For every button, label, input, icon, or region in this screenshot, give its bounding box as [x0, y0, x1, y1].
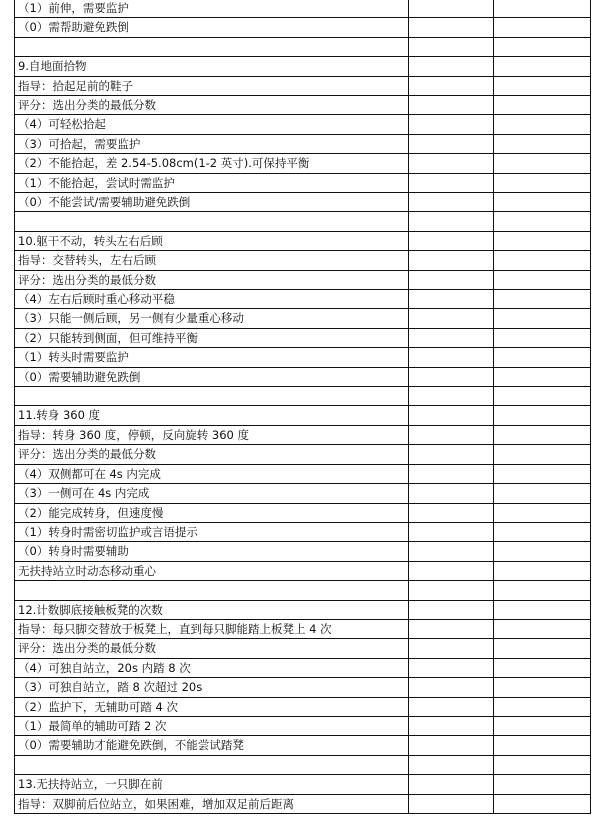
item-text-cell: （0）需要辅助才能避免跌倒，不能尝试踏凳 [15, 736, 409, 755]
score-cell-1[interactable] [409, 542, 494, 561]
item-text-cell: （1）转身时需密切监护或言语提示 [15, 522, 409, 541]
item-text-cell: 指导：转身 360 度，停顿，反向旋转 360 度 [15, 425, 409, 444]
score-cell-1[interactable] [409, 115, 494, 134]
score-cell-1[interactable] [409, 76, 494, 95]
score-cell-1[interactable] [409, 212, 494, 231]
table-row [15, 96, 591, 115]
item-text-cell: （1）不能拾起，尝试时需监护 [15, 173, 409, 192]
table-row [15, 678, 591, 697]
table-row [15, 367, 591, 386]
score-cell-1[interactable] [409, 775, 494, 794]
score-cell-2[interactable] [494, 231, 591, 250]
score-cell-1[interactable] [409, 678, 494, 697]
table-row [15, 542, 591, 561]
score-cell-1[interactable] [409, 387, 494, 406]
score-cell-2[interactable] [494, 445, 591, 464]
item-text-cell: （3）可独自站立，踏 8 次超过 20s [15, 678, 409, 697]
score-cell-1[interactable] [409, 522, 494, 541]
item-text-cell: 13.无扶持站立，一只脚在前 [15, 775, 409, 794]
score-cell-1[interactable] [409, 658, 494, 677]
score-cell-2[interactable] [494, 251, 591, 270]
item-text-cell [15, 755, 409, 774]
score-cell-1[interactable] [409, 755, 494, 774]
table-row [15, 270, 591, 289]
table-row [15, 425, 591, 444]
item-text-cell [15, 37, 409, 56]
item-text-cell: （1）最简单的辅助可踏 2 次 [15, 716, 409, 735]
score-cell-1[interactable] [409, 173, 494, 192]
table-row [15, 775, 591, 794]
score-cell-2[interactable] [494, 503, 591, 522]
score-cell-2[interactable] [494, 639, 591, 658]
item-text-cell: （2）不能拾起，差 2.54-5.08cm(1-2 英寸).可保持平衡 [15, 154, 409, 173]
score-cell-1[interactable] [409, 193, 494, 212]
score-cell-1[interactable] [409, 600, 494, 619]
score-cell-1[interactable] [409, 794, 494, 813]
score-cell-1[interactable] [409, 328, 494, 347]
item-text-cell: 11.转身 360 度 [15, 406, 409, 425]
item-text-cell: 评分：选出分类的最低分数 [15, 96, 409, 115]
score-cell-1[interactable] [409, 581, 494, 600]
score-cell-2[interactable] [494, 522, 591, 541]
item-text-cell: 10.躯干不动，转头左右后顾 [15, 231, 409, 250]
table-row [15, 348, 591, 367]
score-cell-1[interactable] [409, 0, 494, 18]
score-cell-2[interactable] [494, 0, 591, 18]
score-cell-2[interactable] [494, 96, 591, 115]
table-row [15, 406, 591, 425]
table-row [15, 212, 591, 231]
score-cell-2[interactable] [494, 115, 591, 134]
score-cell-2[interactable] [494, 367, 591, 386]
score-cell-1[interactable] [409, 697, 494, 716]
item-text-cell [15, 581, 409, 600]
score-cell-2[interactable] [494, 18, 591, 37]
score-cell-2[interactable] [494, 794, 591, 813]
table-row [15, 445, 591, 464]
score-cell-2[interactable] [494, 76, 591, 95]
score-cell-2[interactable] [494, 270, 591, 289]
item-text-cell: （1）转头时需要监护 [15, 348, 409, 367]
table-row [15, 309, 591, 328]
item-text-cell: 指导：拾起足前的鞋子 [15, 76, 409, 95]
score-cell-1[interactable] [409, 484, 494, 503]
score-cell-2[interactable] [494, 736, 591, 755]
item-text-cell: （3）一侧可在 4s 内完成 [15, 484, 409, 503]
item-text-cell: （4）可轻松拾起 [15, 115, 409, 134]
score-cell-1[interactable] [409, 231, 494, 250]
score-cell-2[interactable] [494, 561, 591, 580]
score-cell-2[interactable] [494, 678, 591, 697]
score-cell-1[interactable] [409, 367, 494, 386]
item-text-cell [15, 387, 409, 406]
score-cell-2[interactable] [494, 309, 591, 328]
score-cell-1[interactable] [409, 96, 494, 115]
table-row [15, 115, 591, 134]
item-text-cell: （0）不能尝试/需要辅助避免跌倒 [15, 193, 409, 212]
score-cell-1[interactable] [409, 464, 494, 483]
table-row [15, 154, 591, 173]
score-cell-2[interactable] [494, 542, 591, 561]
item-text-cell: （3）可拾起，需要监护 [15, 134, 409, 153]
table-row [15, 697, 591, 716]
score-cell-2[interactable] [494, 134, 591, 153]
table-row [15, 503, 591, 522]
table-row [15, 716, 591, 735]
score-cell-1[interactable] [409, 503, 494, 522]
score-cell-1[interactable] [409, 270, 494, 289]
table-row [15, 290, 591, 309]
score-cell-1[interactable] [409, 619, 494, 638]
score-cell-1[interactable] [409, 445, 494, 464]
table-row [15, 794, 591, 813]
item-text-cell: （0）转身时需要辅助 [15, 542, 409, 561]
score-cell-2[interactable] [494, 290, 591, 309]
item-text-cell: 无扶持站立时动态移动重心 [15, 561, 409, 580]
score-cell-2[interactable] [494, 775, 591, 794]
item-text-cell [15, 212, 409, 231]
table-row [15, 755, 591, 774]
table-row [15, 0, 591, 18]
score-cell-1[interactable] [409, 134, 494, 153]
score-cell-2[interactable] [494, 716, 591, 735]
score-cell-2[interactable] [494, 697, 591, 716]
table-row [15, 57, 591, 76]
assessment-document [14, 0, 590, 814]
table-row [15, 231, 591, 250]
table-row [15, 639, 591, 658]
table-row [15, 37, 591, 56]
table-row [15, 561, 591, 580]
score-cell-2[interactable] [494, 581, 591, 600]
score-cell-1[interactable] [409, 639, 494, 658]
table-row [15, 484, 591, 503]
score-cell-2[interactable] [494, 425, 591, 444]
table-row [15, 76, 591, 95]
table-row [15, 658, 591, 677]
score-cell-1[interactable] [409, 716, 494, 735]
item-text-cell: 9.自地面拾物 [15, 57, 409, 76]
balance-assessment-table [14, 0, 591, 814]
item-text-cell: （4）可独自站立，20s 内踏 8 次 [15, 658, 409, 677]
item-text-cell: 评分：选出分类的最低分数 [15, 639, 409, 658]
score-cell-1[interactable] [409, 18, 494, 37]
item-text-cell: （4）左右后顾时重心移动平稳 [15, 290, 409, 309]
score-cell-2[interactable] [494, 193, 591, 212]
item-text-cell: （4）双侧都可在 4s 内完成 [15, 464, 409, 483]
item-text-cell: 评分：选出分类的最低分数 [15, 445, 409, 464]
table-row [15, 736, 591, 755]
table-row [15, 522, 591, 541]
score-cell-1[interactable] [409, 348, 494, 367]
score-cell-1[interactable] [409, 425, 494, 444]
item-text-cell: （1）前伸，需要监护 [15, 0, 409, 18]
item-text-cell: 指导：每只脚交替放于板凳上，直到每只脚能踏上板凳上 4 次 [15, 619, 409, 638]
item-text-cell: 评分：选出分类的最低分数 [15, 270, 409, 289]
score-cell-1[interactable] [409, 251, 494, 270]
score-cell-1[interactable] [409, 309, 494, 328]
table-row [15, 464, 591, 483]
item-text-cell: （0）需要辅助避免跌倒 [15, 367, 409, 386]
item-text-cell: 指导：交替转头，左右后顾 [15, 251, 409, 270]
score-cell-1[interactable] [409, 736, 494, 755]
score-cell-1[interactable] [409, 406, 494, 425]
item-text-cell: （3）只能一侧后顾，另一侧有少量重心移动 [15, 309, 409, 328]
score-cell-2[interactable] [494, 619, 591, 638]
table-row [15, 193, 591, 212]
score-cell-2[interactable] [494, 464, 591, 483]
table-row [15, 328, 591, 347]
score-cell-1[interactable] [409, 37, 494, 56]
table-row [15, 581, 591, 600]
item-text-cell: （2）能完成转身，但速度慢 [15, 503, 409, 522]
score-cell-1[interactable] [409, 57, 494, 76]
score-cell-2[interactable] [494, 406, 591, 425]
score-cell-2[interactable] [494, 328, 591, 347]
table-row [15, 173, 591, 192]
score-cell-2[interactable] [494, 37, 591, 56]
item-text-cell: 指导：双脚前后位站立，如果困难，增加双足前后距离 [15, 794, 409, 813]
score-cell-2[interactable] [494, 57, 591, 76]
table-row [15, 18, 591, 37]
table-row [15, 251, 591, 270]
score-cell-1[interactable] [409, 561, 494, 580]
score-cell-2[interactable] [494, 348, 591, 367]
score-cell-2[interactable] [494, 387, 591, 406]
item-text-cell: （0）需帮助避免跌倒 [15, 18, 409, 37]
table-row [15, 619, 591, 638]
score-cell-2[interactable] [494, 212, 591, 231]
score-cell-2[interactable] [494, 173, 591, 192]
table-body [15, 0, 591, 813]
score-cell-2[interactable] [494, 154, 591, 173]
item-text-cell: 12.计数脚底接触板凳的次数 [15, 600, 409, 619]
score-cell-2[interactable] [494, 755, 591, 774]
score-cell-2[interactable] [494, 658, 591, 677]
score-cell-2[interactable] [494, 484, 591, 503]
score-cell-1[interactable] [409, 154, 494, 173]
table-row [15, 134, 591, 153]
score-cell-2[interactable] [494, 600, 591, 619]
item-text-cell: （2）监护下，无辅助可踏 4 次 [15, 697, 409, 716]
score-cell-1[interactable] [409, 290, 494, 309]
table-row [15, 600, 591, 619]
item-text-cell: （2）只能转到侧面，但可维持平衡 [15, 328, 409, 347]
table-row [15, 387, 591, 406]
